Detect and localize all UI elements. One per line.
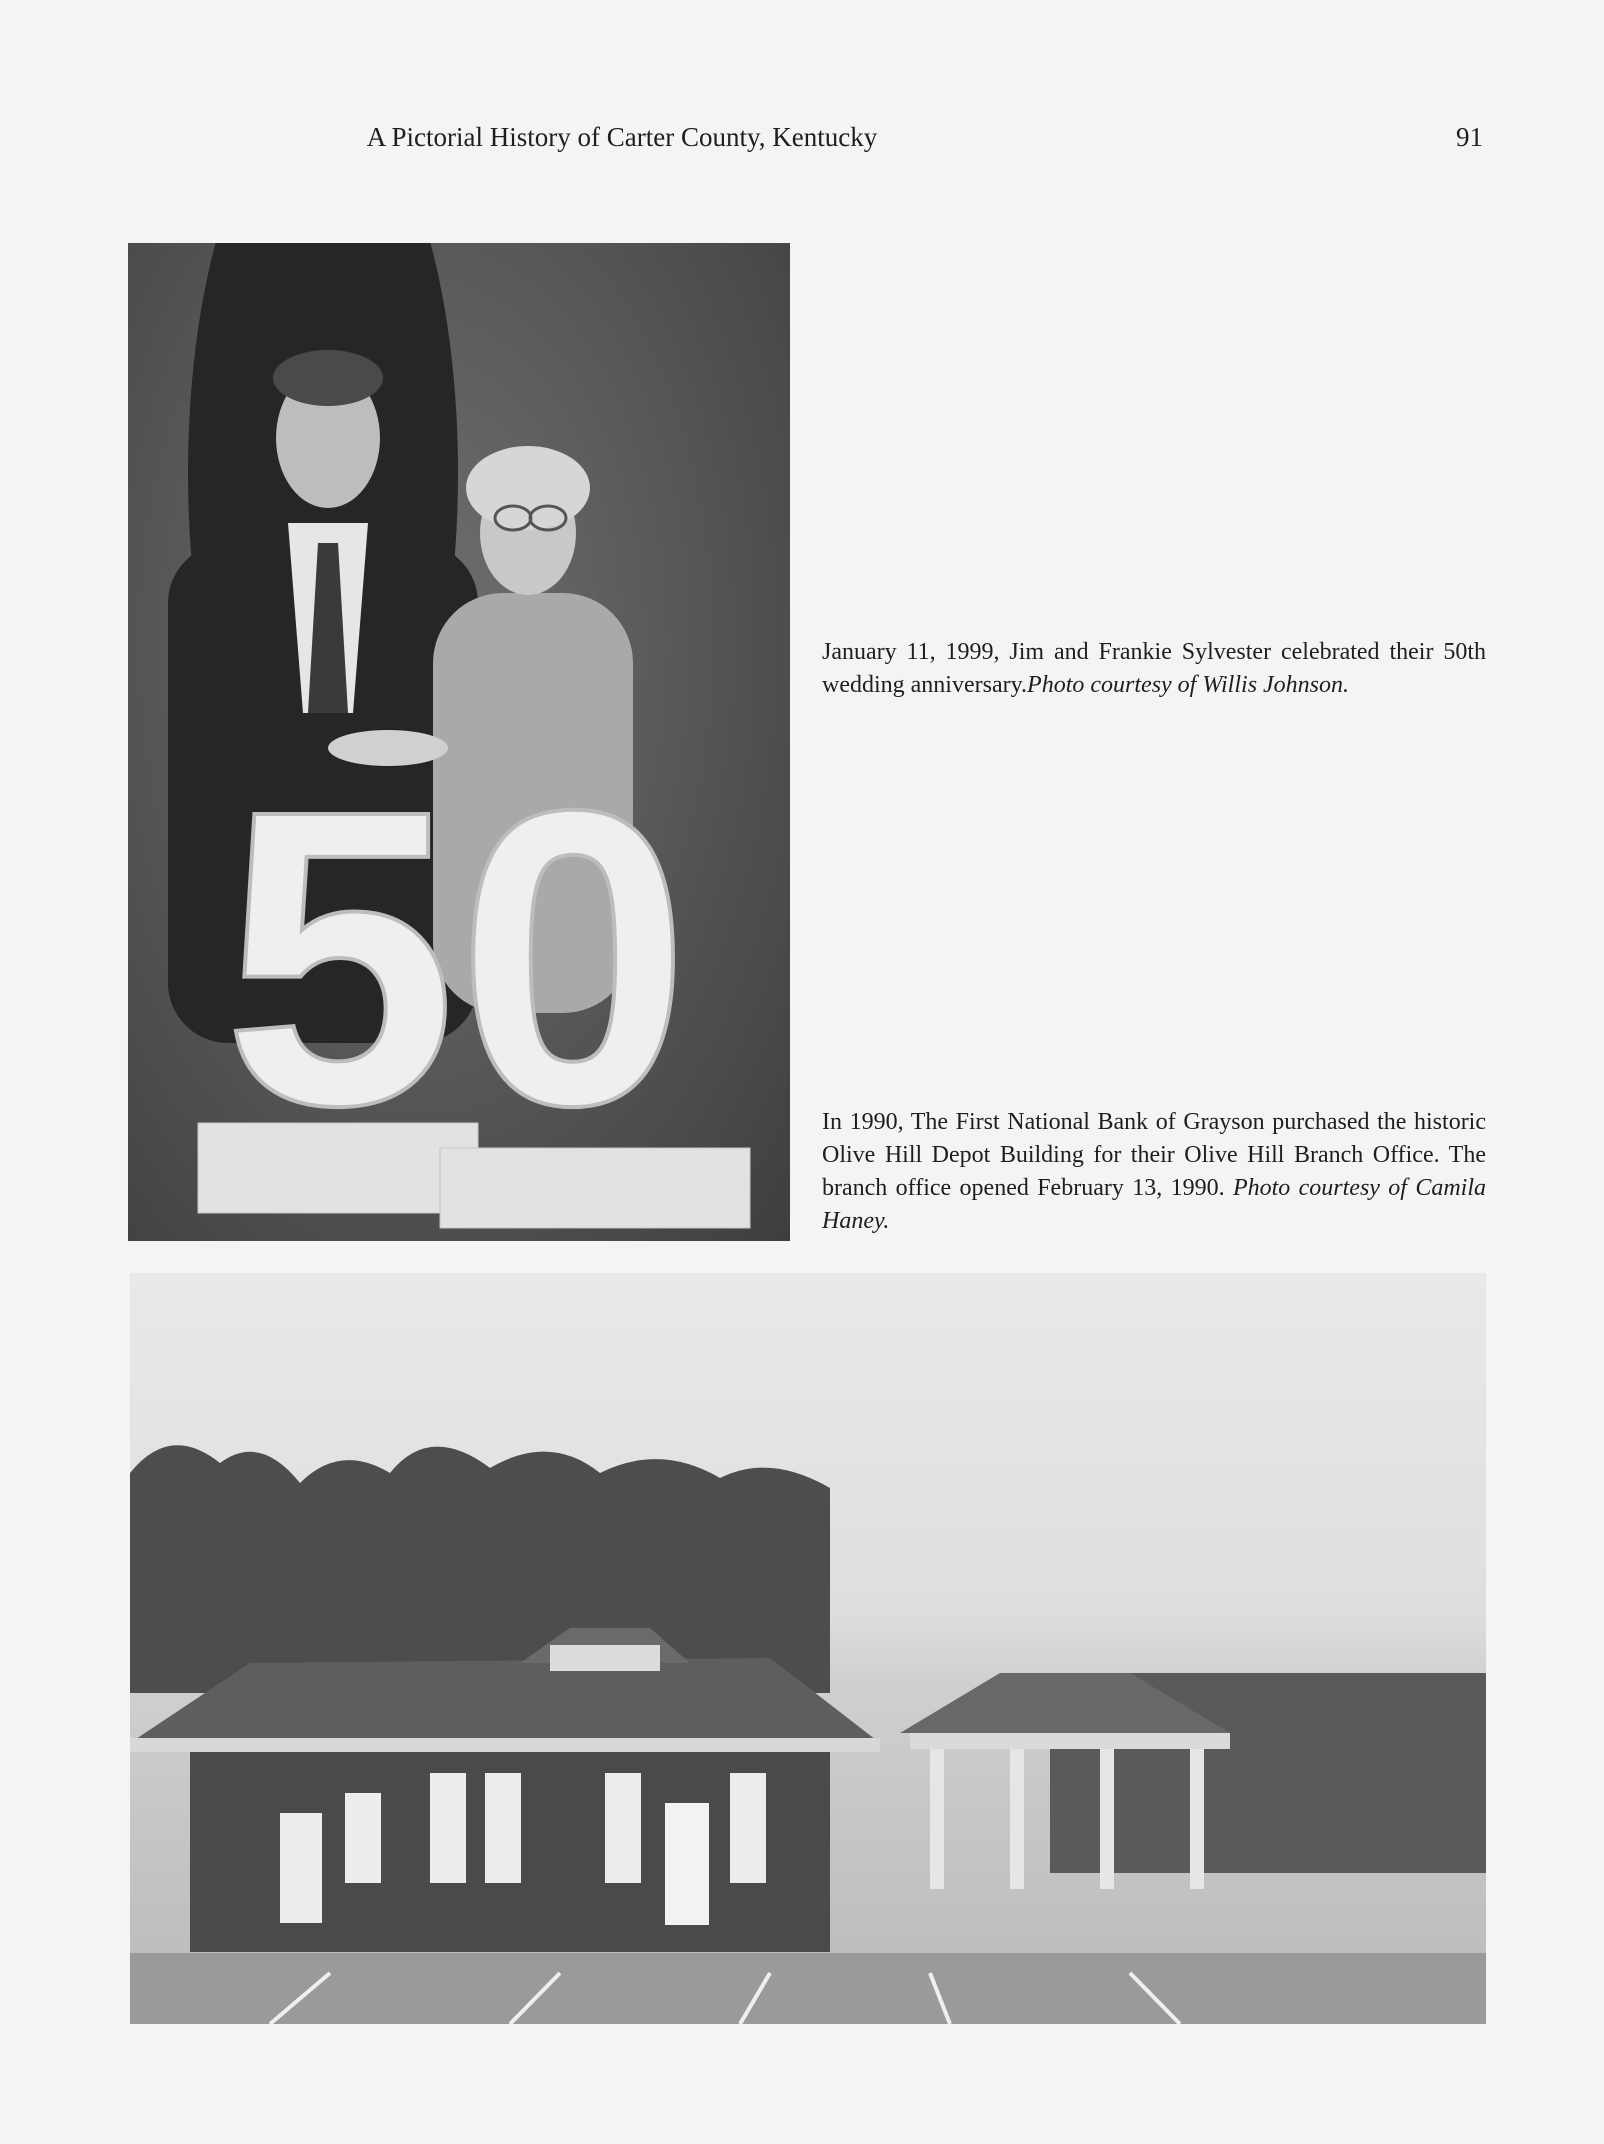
numeral-50: 50 bbox=[223, 724, 691, 1193]
trees bbox=[130, 1445, 830, 1693]
caption-depot-credit: Photo courtesy of Camila Haney. bbox=[822, 1175, 1486, 1234]
running-head: A Pictorial History of Carter County, Kentucky bbox=[366, 122, 878, 152]
parking-lot bbox=[130, 1953, 1486, 2024]
photo-depot-illustration bbox=[130, 1273, 1486, 2024]
caption-anniversary bbox=[822, 636, 1486, 702]
depot-roof bbox=[130, 1658, 880, 1743]
caption-depot bbox=[822, 1106, 1486, 1238]
photo-anniversary-illustration bbox=[128, 243, 790, 1241]
caption-depot-text: In 1990, The First National Bank of Grayson purchased the historic Olive Hill Depot Building for their Olive Hill Branch Office. The branch office opened February 13, 1990. bbox=[822, 1109, 1486, 1201]
caption-anniversary-credit: Photo courtesy of Willis Johnson. bbox=[1027, 672, 1350, 698]
photo-anniversary-couple bbox=[128, 243, 790, 1241]
caption-anniversary-text: January 11, 1999, Jim and Frankie Sylvester celebrated their 50th wedding anniversary. bbox=[822, 639, 1486, 698]
page-number: 91 bbox=[1456, 122, 1483, 152]
photo-olive-hill-depot bbox=[130, 1273, 1486, 2024]
